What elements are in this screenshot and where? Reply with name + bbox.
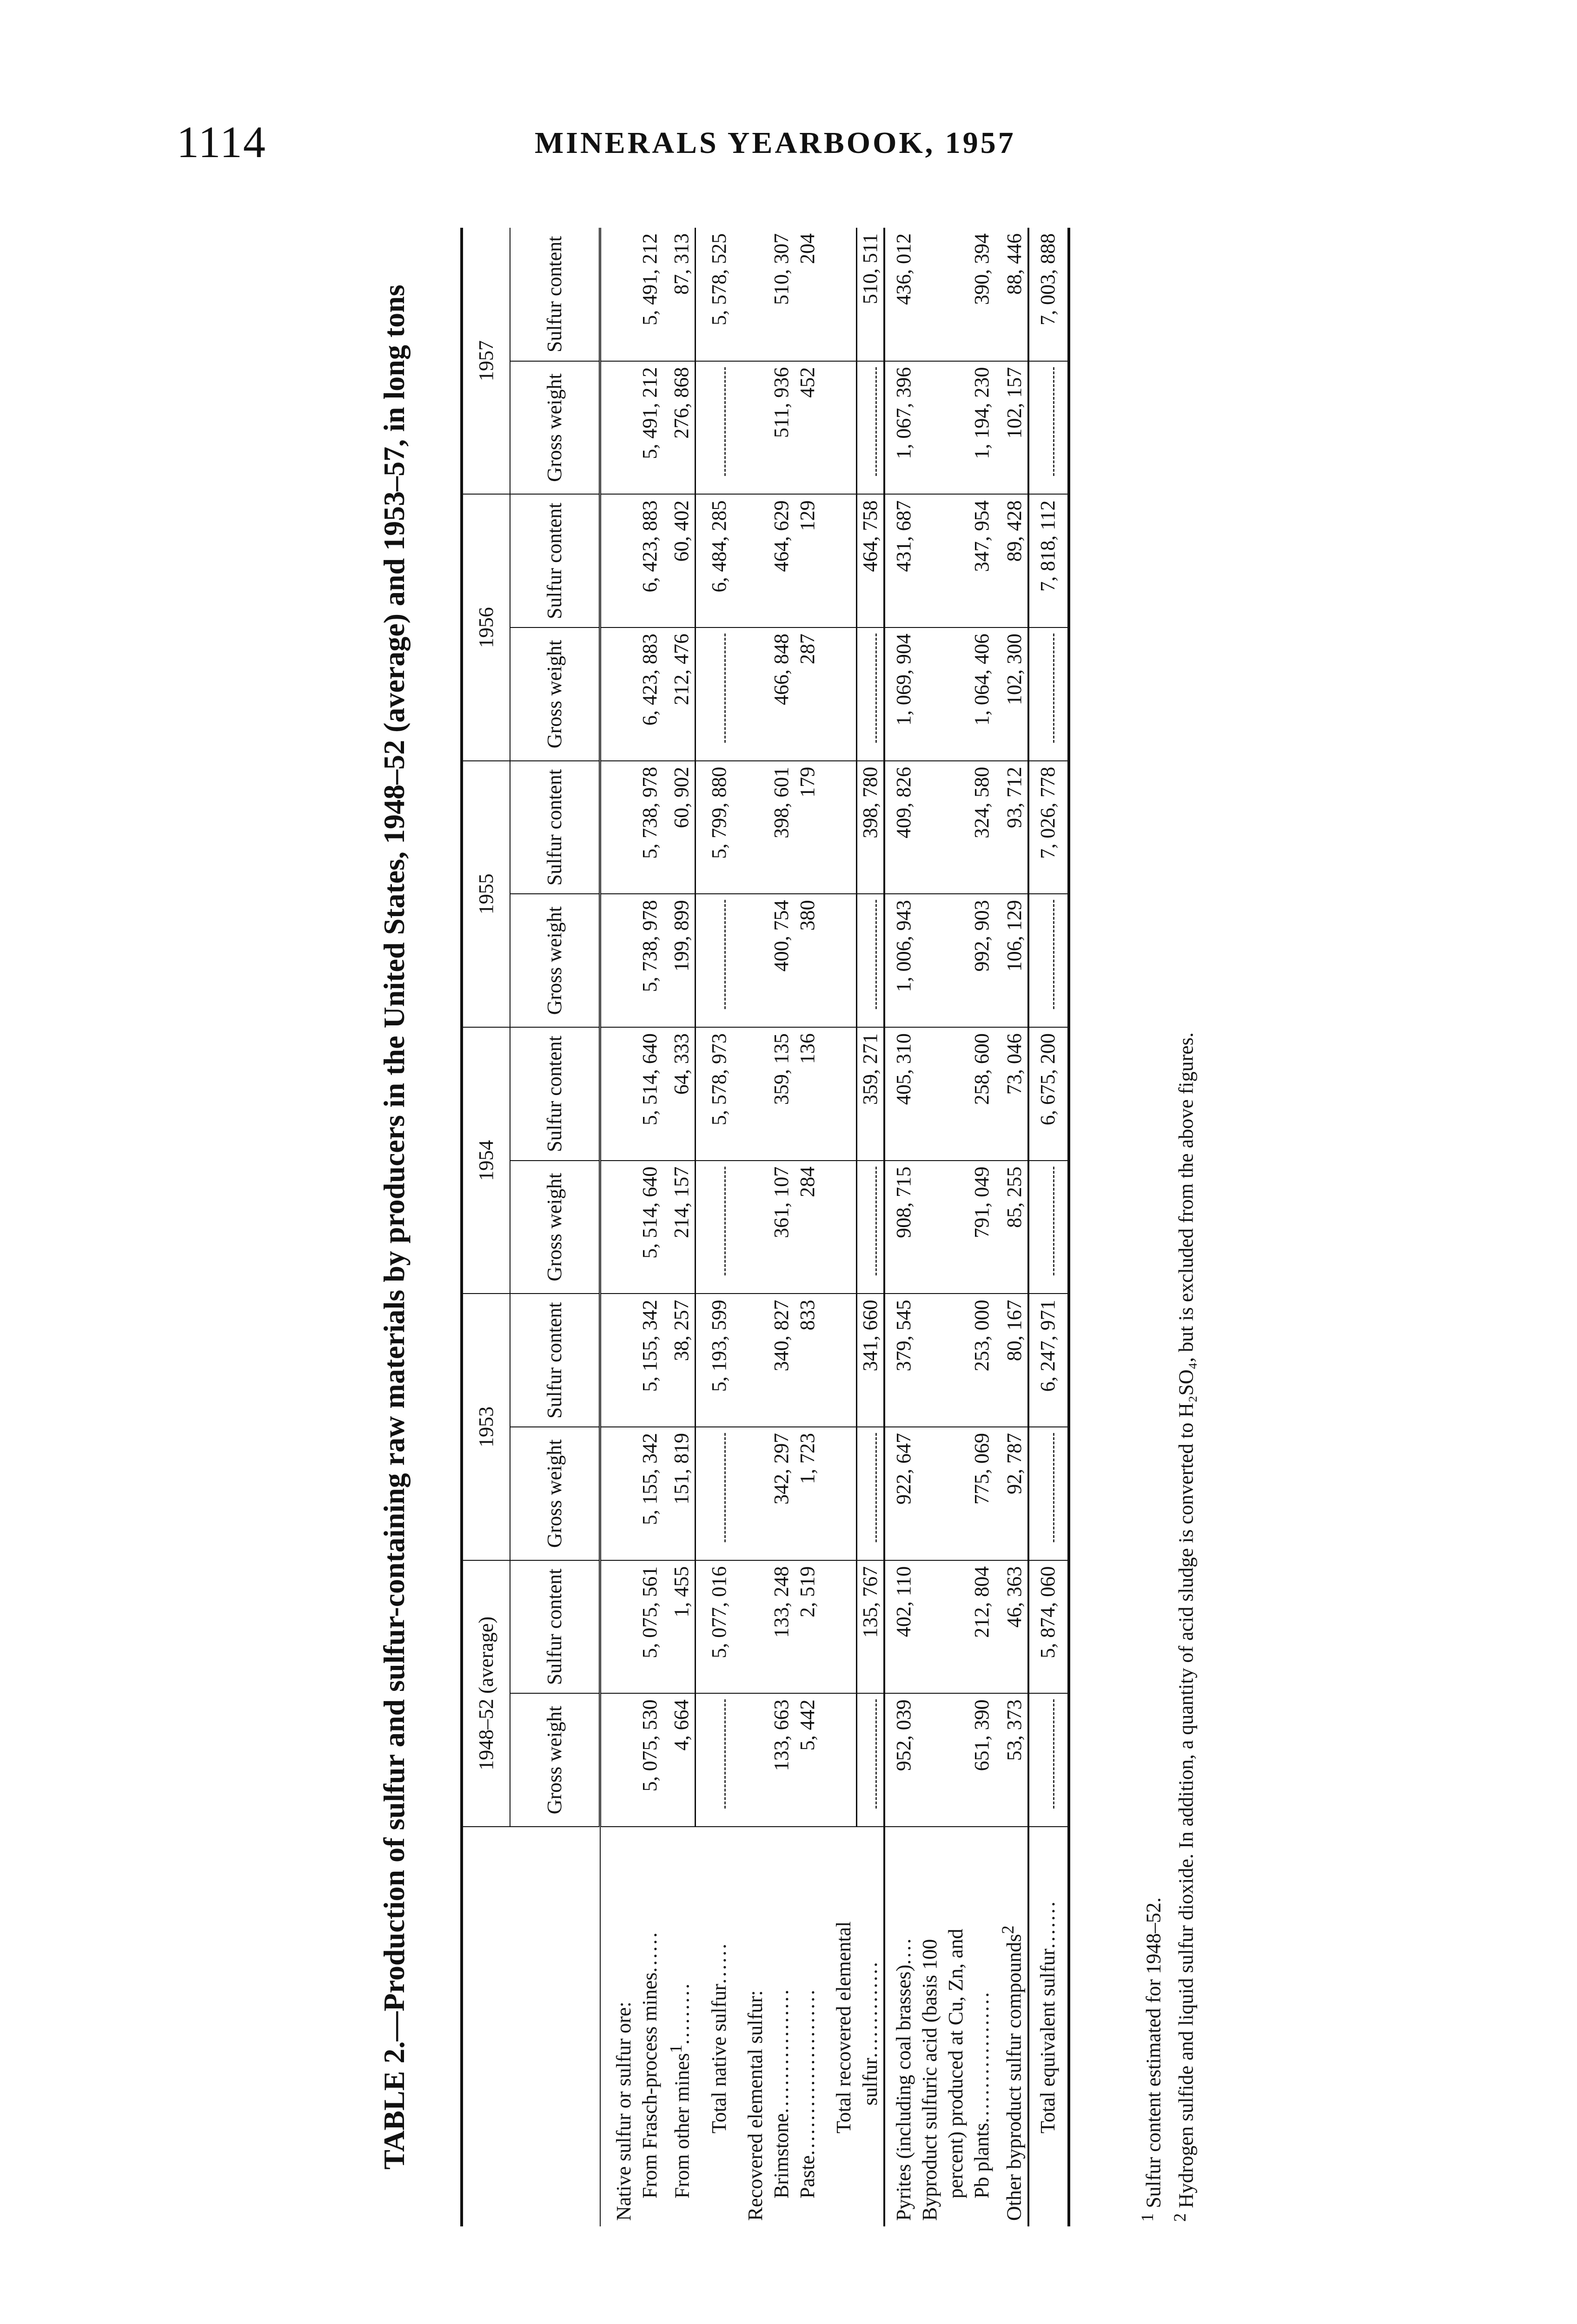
cell: 64, 333 xyxy=(663,1027,696,1161)
cell: 1, 064, 406 xyxy=(969,627,995,761)
cell: 1, 455 xyxy=(663,1560,696,1694)
cell: 340, 827 xyxy=(769,1294,795,1427)
cell: 133, 248 xyxy=(769,1560,795,1694)
year-header: 1948–52 (average) xyxy=(462,1560,510,1827)
cell: 398, 780 xyxy=(857,761,885,894)
sulfur-content-header: Sulfur content xyxy=(510,494,600,627)
cell: 359, 135 xyxy=(769,1027,795,1161)
gross-weight-header: Gross weight xyxy=(510,627,600,761)
table-label: TABLE 2. xyxy=(378,2041,411,2170)
cell: 89, 428 xyxy=(995,494,1028,627)
cell: 214, 157 xyxy=(663,1161,696,1294)
year-header: 1954 xyxy=(462,1027,510,1294)
row-label: Total recovered elemental xyxy=(832,1921,855,2133)
year-header: 1955 xyxy=(462,761,510,1027)
gross-weight-header: Gross weight xyxy=(510,361,600,495)
year-header: 1957 xyxy=(462,228,510,494)
cell: 992, 903 xyxy=(969,894,995,1027)
cell: 1, 194, 230 xyxy=(969,361,995,495)
cell: 390, 394 xyxy=(969,228,995,361)
cell: 88, 446 xyxy=(995,228,1028,361)
cell: 53, 373 xyxy=(995,1693,1028,1827)
cell: 359, 271 xyxy=(857,1027,885,1161)
cell: 5, 193, 599 xyxy=(695,1294,732,1427)
cell: 60, 902 xyxy=(663,761,696,894)
cell: 5, 075, 530 xyxy=(637,1693,663,1827)
cell: 464, 629 xyxy=(769,494,795,627)
table-row xyxy=(943,228,969,2226)
cell: 1, 067, 396 xyxy=(884,361,917,495)
cell: 106, 129 xyxy=(995,894,1028,1027)
gross-weight-header: Gross weight xyxy=(510,1427,600,1560)
table-row xyxy=(769,228,795,2226)
cell: 129 xyxy=(795,494,821,627)
cell: 5, 491, 212 xyxy=(637,228,663,361)
gross-weight-header: Gross weight xyxy=(510,1161,600,1294)
table-caption xyxy=(377,228,412,2226)
cell: 5, 578, 525 xyxy=(695,228,732,361)
year-header: 1956 xyxy=(462,494,510,760)
cell: 46, 363 xyxy=(995,1560,1028,1694)
cell: 212, 476 xyxy=(663,627,696,761)
row-label: Brimstone.................. xyxy=(769,1987,793,2199)
cell: 833 xyxy=(795,1294,821,1427)
cell: 791, 049 xyxy=(969,1161,995,1294)
stub-header xyxy=(462,1827,600,2226)
sulfur-content-header: Sulfur content xyxy=(510,1560,600,1694)
footnote-1: $^1$ Sulfur content estimated for 1948–52. xyxy=(1138,1897,1165,2222)
footnote-2: $^2$ Hydrogen sulfide and liquid sulfur dioxide. In addition, a quantity of acid sludge is converted to H₂SO₄, but is excluded from the above figures. xyxy=(1170,1032,1198,2222)
sulfur-production-table xyxy=(460,228,1070,2226)
cell: 4, 664 xyxy=(663,1693,696,1827)
cell: 7, 818, 112 xyxy=(1028,494,1069,627)
cell: 651, 390 xyxy=(969,1693,995,1827)
cell: 405, 310 xyxy=(884,1027,917,1161)
table-title: —Production of sulfur and sulfur-containing raw materials by producers in the United States, 1948–52 (average) and 1953–57, in long tons xyxy=(378,284,411,2041)
row-label: Total equivalent sulfur....... xyxy=(1028,1827,1069,2226)
cell: 5, 738, 978 xyxy=(637,761,663,894)
row-label: sulfur.............. xyxy=(859,1960,882,2106)
row-label: Native sulfur or sulfur ore: xyxy=(612,2001,635,2221)
cell: 135, 767 xyxy=(857,1560,885,1694)
cell: 1, 723 xyxy=(795,1427,821,1560)
cell: 276, 868 xyxy=(663,361,696,495)
cell: 452 xyxy=(795,361,821,495)
gross-weight-header: Gross weight xyxy=(510,894,600,1027)
cell: 199, 899 xyxy=(663,894,696,1027)
cell: 341, 660 xyxy=(857,1294,885,1427)
table-row xyxy=(637,228,663,2226)
table-row xyxy=(663,228,696,2226)
row-label: From Frasch-process mines...... xyxy=(638,1930,661,2199)
gross-weight-header: Gross weight xyxy=(510,1693,600,1827)
cell: 179 xyxy=(795,761,821,894)
cell: 908, 715 xyxy=(884,1161,917,1294)
cell: 464, 758 xyxy=(857,494,885,627)
sulfur-content-header: Sulfur content xyxy=(510,1294,600,1427)
cell: 5, 491, 212 xyxy=(637,361,663,495)
cell: 6, 484, 285 xyxy=(695,494,732,627)
cell: 5, 442 xyxy=(795,1693,821,1827)
cell: 1, 006, 943 xyxy=(884,894,917,1027)
cell: 361, 107 xyxy=(769,1161,795,1294)
cell: 466, 848 xyxy=(769,627,795,761)
cell: 380 xyxy=(795,894,821,1027)
cell: 409, 826 xyxy=(884,761,917,894)
cell: 6, 423, 883 xyxy=(637,627,663,761)
cell: 5, 155, 342 xyxy=(637,1294,663,1427)
row-label: Recovered elemental sulfur: xyxy=(743,1990,767,2221)
cell: 7, 026, 778 xyxy=(1028,761,1069,894)
sulfur-content-header: Sulfur content xyxy=(510,228,600,361)
cell: 80, 167 xyxy=(995,1294,1028,1427)
page-number: 1114 xyxy=(177,117,266,167)
cell: 258, 600 xyxy=(969,1027,995,1161)
row-label: From other mines$^1$......... xyxy=(666,1981,694,2199)
cell: 253, 000 xyxy=(969,1294,995,1427)
row-label: percent) produced at Cu, Zn, and xyxy=(944,1928,967,2199)
cell: 6, 247, 971 xyxy=(1028,1294,1069,1427)
cell: 87, 313 xyxy=(663,228,696,361)
row-label: Byproduct sulfuric acid (basis 100 xyxy=(918,1939,941,2221)
cell: 400, 754 xyxy=(769,894,795,1027)
cell: 342, 297 xyxy=(769,1427,795,1560)
cell: 102, 300 xyxy=(995,627,1028,761)
cell: 136 xyxy=(795,1027,821,1161)
table-row xyxy=(995,228,1028,2226)
cell: 38, 257 xyxy=(663,1294,696,1427)
row-label: Paste........................ xyxy=(795,1988,819,2199)
table-row xyxy=(821,228,857,2226)
cell: 204 xyxy=(795,228,821,361)
cell: 510, 307 xyxy=(769,228,795,361)
cell: 102, 157 xyxy=(995,361,1028,495)
cell: 379, 545 xyxy=(884,1294,917,1427)
cell: 212, 804 xyxy=(969,1560,995,1694)
cell: 511, 936 xyxy=(769,361,795,495)
table-row xyxy=(695,228,732,2226)
cell: 775, 069 xyxy=(969,1427,995,1560)
running-head: MINERALS YEARBOOK, 1957 xyxy=(535,126,1016,160)
rotated-table-block xyxy=(377,228,1223,2226)
cell: 431, 687 xyxy=(884,494,917,627)
cell: 151, 819 xyxy=(663,1427,696,1560)
cell: 85, 255 xyxy=(995,1161,1028,1294)
cell: 5, 155, 342 xyxy=(637,1427,663,1560)
row-label: Pb plants................... xyxy=(970,1990,994,2199)
cell: 7, 003, 888 xyxy=(1028,228,1069,361)
cell: 5, 578, 973 xyxy=(695,1027,732,1161)
cell: 922, 647 xyxy=(884,1427,917,1560)
cell: 436, 012 xyxy=(884,228,917,361)
cell: 324, 580 xyxy=(969,761,995,894)
table-row xyxy=(917,228,943,2226)
cell: 5, 874, 060 xyxy=(1028,1560,1069,1694)
cell: 133, 663 xyxy=(769,1693,795,1827)
sulfur-content-header: Sulfur content xyxy=(510,761,600,894)
footnotes xyxy=(1134,1032,1199,2226)
row-label: Total native sulfur...... xyxy=(707,1942,730,2133)
cell: 2, 519 xyxy=(795,1560,821,1694)
cell: 347, 954 xyxy=(969,494,995,627)
cell: 5, 799, 880 xyxy=(695,761,732,894)
cell: 92, 787 xyxy=(995,1427,1028,1560)
row-label: Other byproduct sulfur compounds$^2$ xyxy=(998,1925,1026,2221)
table-row xyxy=(600,228,637,2226)
table-row xyxy=(857,228,885,2226)
cell: 5, 075, 561 xyxy=(637,1560,663,1694)
cell: 5, 738, 978 xyxy=(637,894,663,1027)
cell: 5, 514, 640 xyxy=(637,1161,663,1294)
cell: 1, 069, 904 xyxy=(884,627,917,761)
table-row xyxy=(884,228,917,2226)
sulfur-content-header: Sulfur content xyxy=(510,1027,600,1161)
cell: 73, 046 xyxy=(995,1027,1028,1161)
cell: 5, 077, 016 xyxy=(695,1560,732,1694)
cell: 5, 514, 640 xyxy=(637,1027,663,1161)
year-header: 1953 xyxy=(462,1294,510,1560)
table-row xyxy=(732,228,769,2226)
cell: 284 xyxy=(795,1161,821,1294)
row-label: Pyrites (including coal brasses).... xyxy=(884,1827,917,2226)
cell: 6, 423, 883 xyxy=(637,494,663,627)
cell: 60, 402 xyxy=(663,494,696,627)
cell: 952, 039 xyxy=(884,1693,917,1827)
table-row xyxy=(795,228,821,2226)
table-row xyxy=(1028,228,1069,2226)
cell: 510, 511 xyxy=(857,228,885,361)
cell: 6, 675, 200 xyxy=(1028,1027,1069,1161)
cell: 287 xyxy=(795,627,821,761)
table-row xyxy=(969,228,995,2226)
cell: 93, 712 xyxy=(995,761,1028,894)
cell: 398, 601 xyxy=(769,761,795,894)
cell: 402, 110 xyxy=(884,1560,917,1694)
